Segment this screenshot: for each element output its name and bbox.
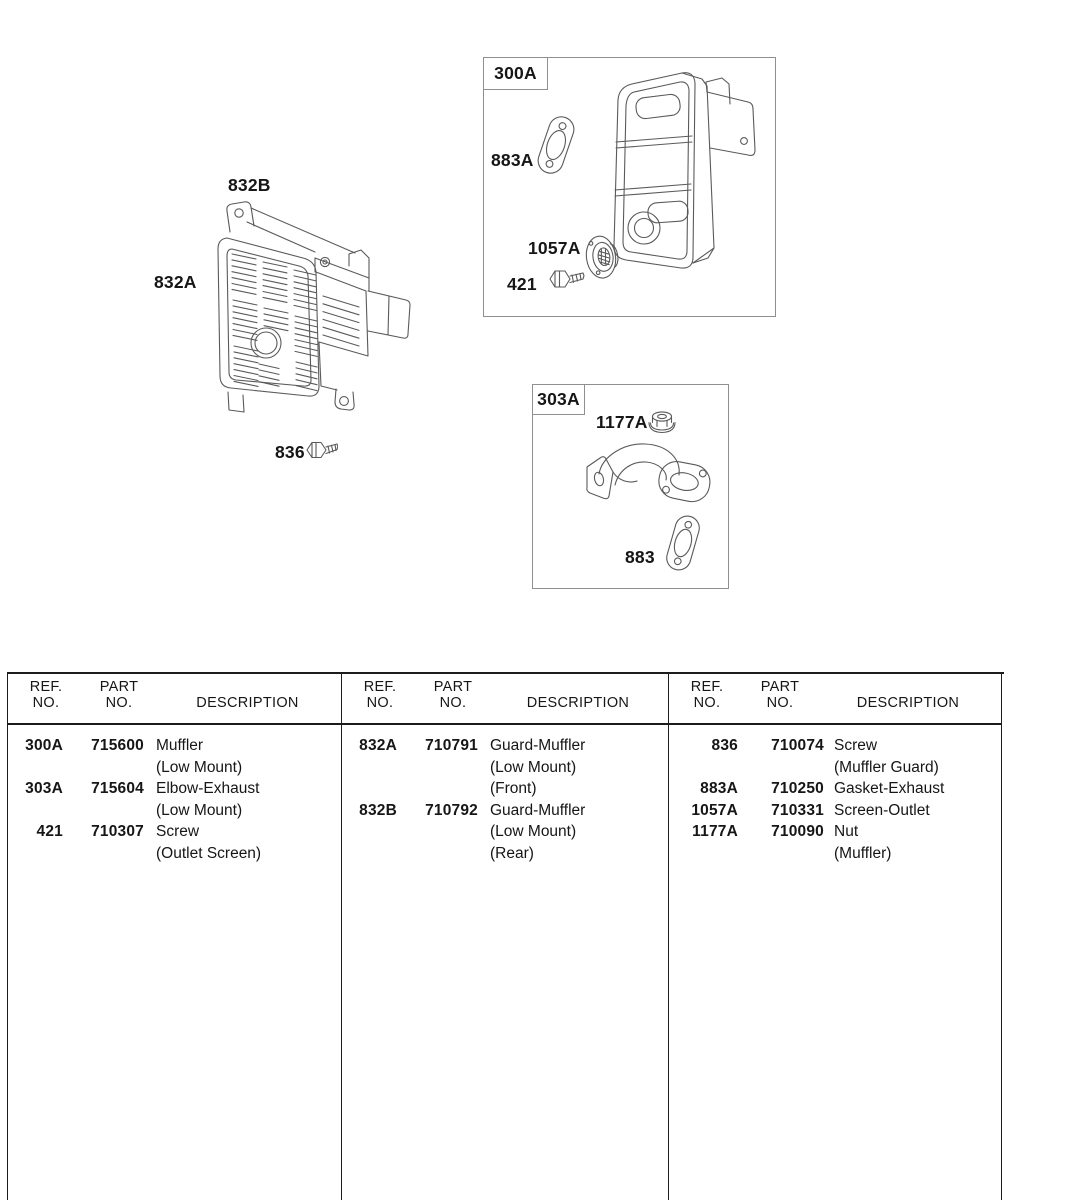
header-ref-line1: REF. [690, 679, 724, 695]
parts-table-body [669, 725, 1001, 864]
part-row [342, 800, 668, 865]
part-description [156, 778, 259, 821]
part-description-line: (Low Mount) [490, 823, 577, 840]
part-ref-no: 303A [25, 780, 63, 797]
header-part-line1: PART [99, 679, 139, 695]
part-row [669, 800, 1001, 822]
elbow-exhaust-drawing [582, 436, 714, 510]
part-row [8, 735, 341, 778]
exhaust-gasket-drawing [661, 512, 705, 574]
part-number: 710090 [771, 823, 824, 840]
part-ref-no: 1177A [692, 823, 738, 840]
part-description-line: Muffler [156, 737, 204, 754]
part-description-line: (Low Mount) [490, 758, 577, 776]
part-number: 710250 [771, 780, 824, 797]
part-description [834, 778, 944, 800]
header-description: DESCRIPTION [526, 695, 630, 711]
part-description-line: Gasket-Exhaust [834, 780, 945, 797]
header-ref-line1: REF. [363, 679, 397, 695]
part-description-line: Screw [156, 823, 200, 840]
header-part-line1: PART [760, 679, 800, 695]
callout-guard-muffler-front: 832A [154, 272, 197, 292]
parts-table-header [342, 674, 668, 725]
callout-gasket-exhaust-a: 883A [491, 150, 534, 170]
part-ref-no: 883A [700, 780, 738, 797]
header-ref-line2: NO. [32, 694, 60, 711]
parts-table-body [8, 725, 341, 864]
part-number: 710791 [425, 737, 478, 754]
part-description-line: Screw [834, 737, 878, 754]
part-number: 710074 [771, 737, 824, 754]
header-ref-no [342, 680, 418, 711]
header-part-line1: PART [433, 679, 473, 695]
parts-table-header [8, 674, 341, 725]
part-number: 715604 [91, 780, 144, 797]
guard-screw-drawing [304, 436, 338, 464]
callout-gasket-exhaust: 883 [625, 547, 655, 567]
part-row [669, 821, 1001, 864]
header-part-no [418, 680, 488, 711]
part-description [834, 800, 930, 822]
part-ref-no: 1057A [691, 801, 738, 819]
outlet-screw-drawing [546, 262, 586, 294]
part-row [669, 778, 1001, 800]
header-part-no [84, 680, 154, 711]
parts-table [7, 672, 1004, 1200]
part-description-line: (Muffler) [834, 844, 892, 862]
part-ref-no: 836 [711, 737, 738, 754]
part-row [8, 821, 341, 864]
part-number: 710331 [771, 801, 824, 819]
part-number: 710792 [425, 801, 478, 819]
part-number: 715600 [91, 737, 144, 754]
part-ref-no: 421 [36, 823, 63, 840]
muffler-guard-drawing [203, 196, 418, 452]
header-part-line2: NO. [766, 694, 794, 711]
part-description-line: Elbow-Exhaust [156, 780, 260, 797]
part-description-line: Screen-Outlet [834, 801, 930, 819]
callout-screw-muffler-guard: 836 [275, 442, 305, 462]
callout-nut-muffler: 1177A [596, 412, 648, 432]
header-part-no [745, 680, 815, 711]
part-description-line: Guard-Muffler [490, 801, 586, 819]
part-description-line: Nut [834, 823, 859, 840]
part-description [490, 800, 585, 865]
header-description: DESCRIPTION [196, 695, 299, 711]
header-ref-line2: NO. [693, 694, 721, 711]
header-ref-no [8, 680, 84, 711]
part-description-line: (Muffler Guard) [834, 758, 939, 776]
muffler-nut-drawing [648, 408, 676, 436]
part-ref-no: 832B [359, 801, 397, 819]
group-box-muffler-label: 300A [484, 58, 548, 90]
callout-guard-muffler-rear: 832B [228, 175, 271, 195]
part-row [8, 778, 341, 821]
callout-screen-outlet: 1057A [528, 238, 581, 258]
part-description [156, 821, 261, 864]
part-description-line: Guard-Muffler [490, 737, 586, 754]
part-description [834, 735, 939, 778]
header-ref-line1: REF. [29, 679, 63, 695]
part-ref-no: 300A [25, 737, 63, 754]
header-ref-no [669, 680, 745, 711]
parts-table-column-1 [8, 674, 342, 1200]
part-description-line: (Outlet Screen) [156, 844, 262, 862]
part-description [156, 735, 242, 778]
part-description-line: (Low Mount) [156, 758, 243, 776]
parts-table-column-3 [669, 674, 1002, 1200]
part-description-line: (Front) [490, 780, 537, 797]
part-description [490, 735, 585, 800]
part-row [669, 735, 1001, 778]
parts-table-body [342, 725, 668, 864]
part-description-line: (Low Mount) [156, 801, 243, 819]
parts-table-column-2 [342, 674, 669, 1200]
part-ref-no: 832A [359, 737, 397, 754]
header-description: DESCRIPTION [856, 695, 960, 711]
header-ref-line2: NO. [366, 694, 394, 711]
part-description-line: (Rear) [490, 844, 534, 862]
header-part-line2: NO. [439, 694, 467, 711]
parts-table-header [669, 674, 1001, 725]
group-box-elbow-label: 303A [533, 385, 585, 415]
outlet-screen-drawing [584, 230, 624, 284]
exhaust-gasket-a-drawing [533, 112, 579, 178]
part-description [834, 821, 891, 864]
header-part-line2: NO. [105, 694, 133, 711]
callout-screw-outlet-screen: 421 [507, 274, 537, 294]
part-row [342, 735, 668, 800]
part-number: 710307 [91, 823, 144, 840]
